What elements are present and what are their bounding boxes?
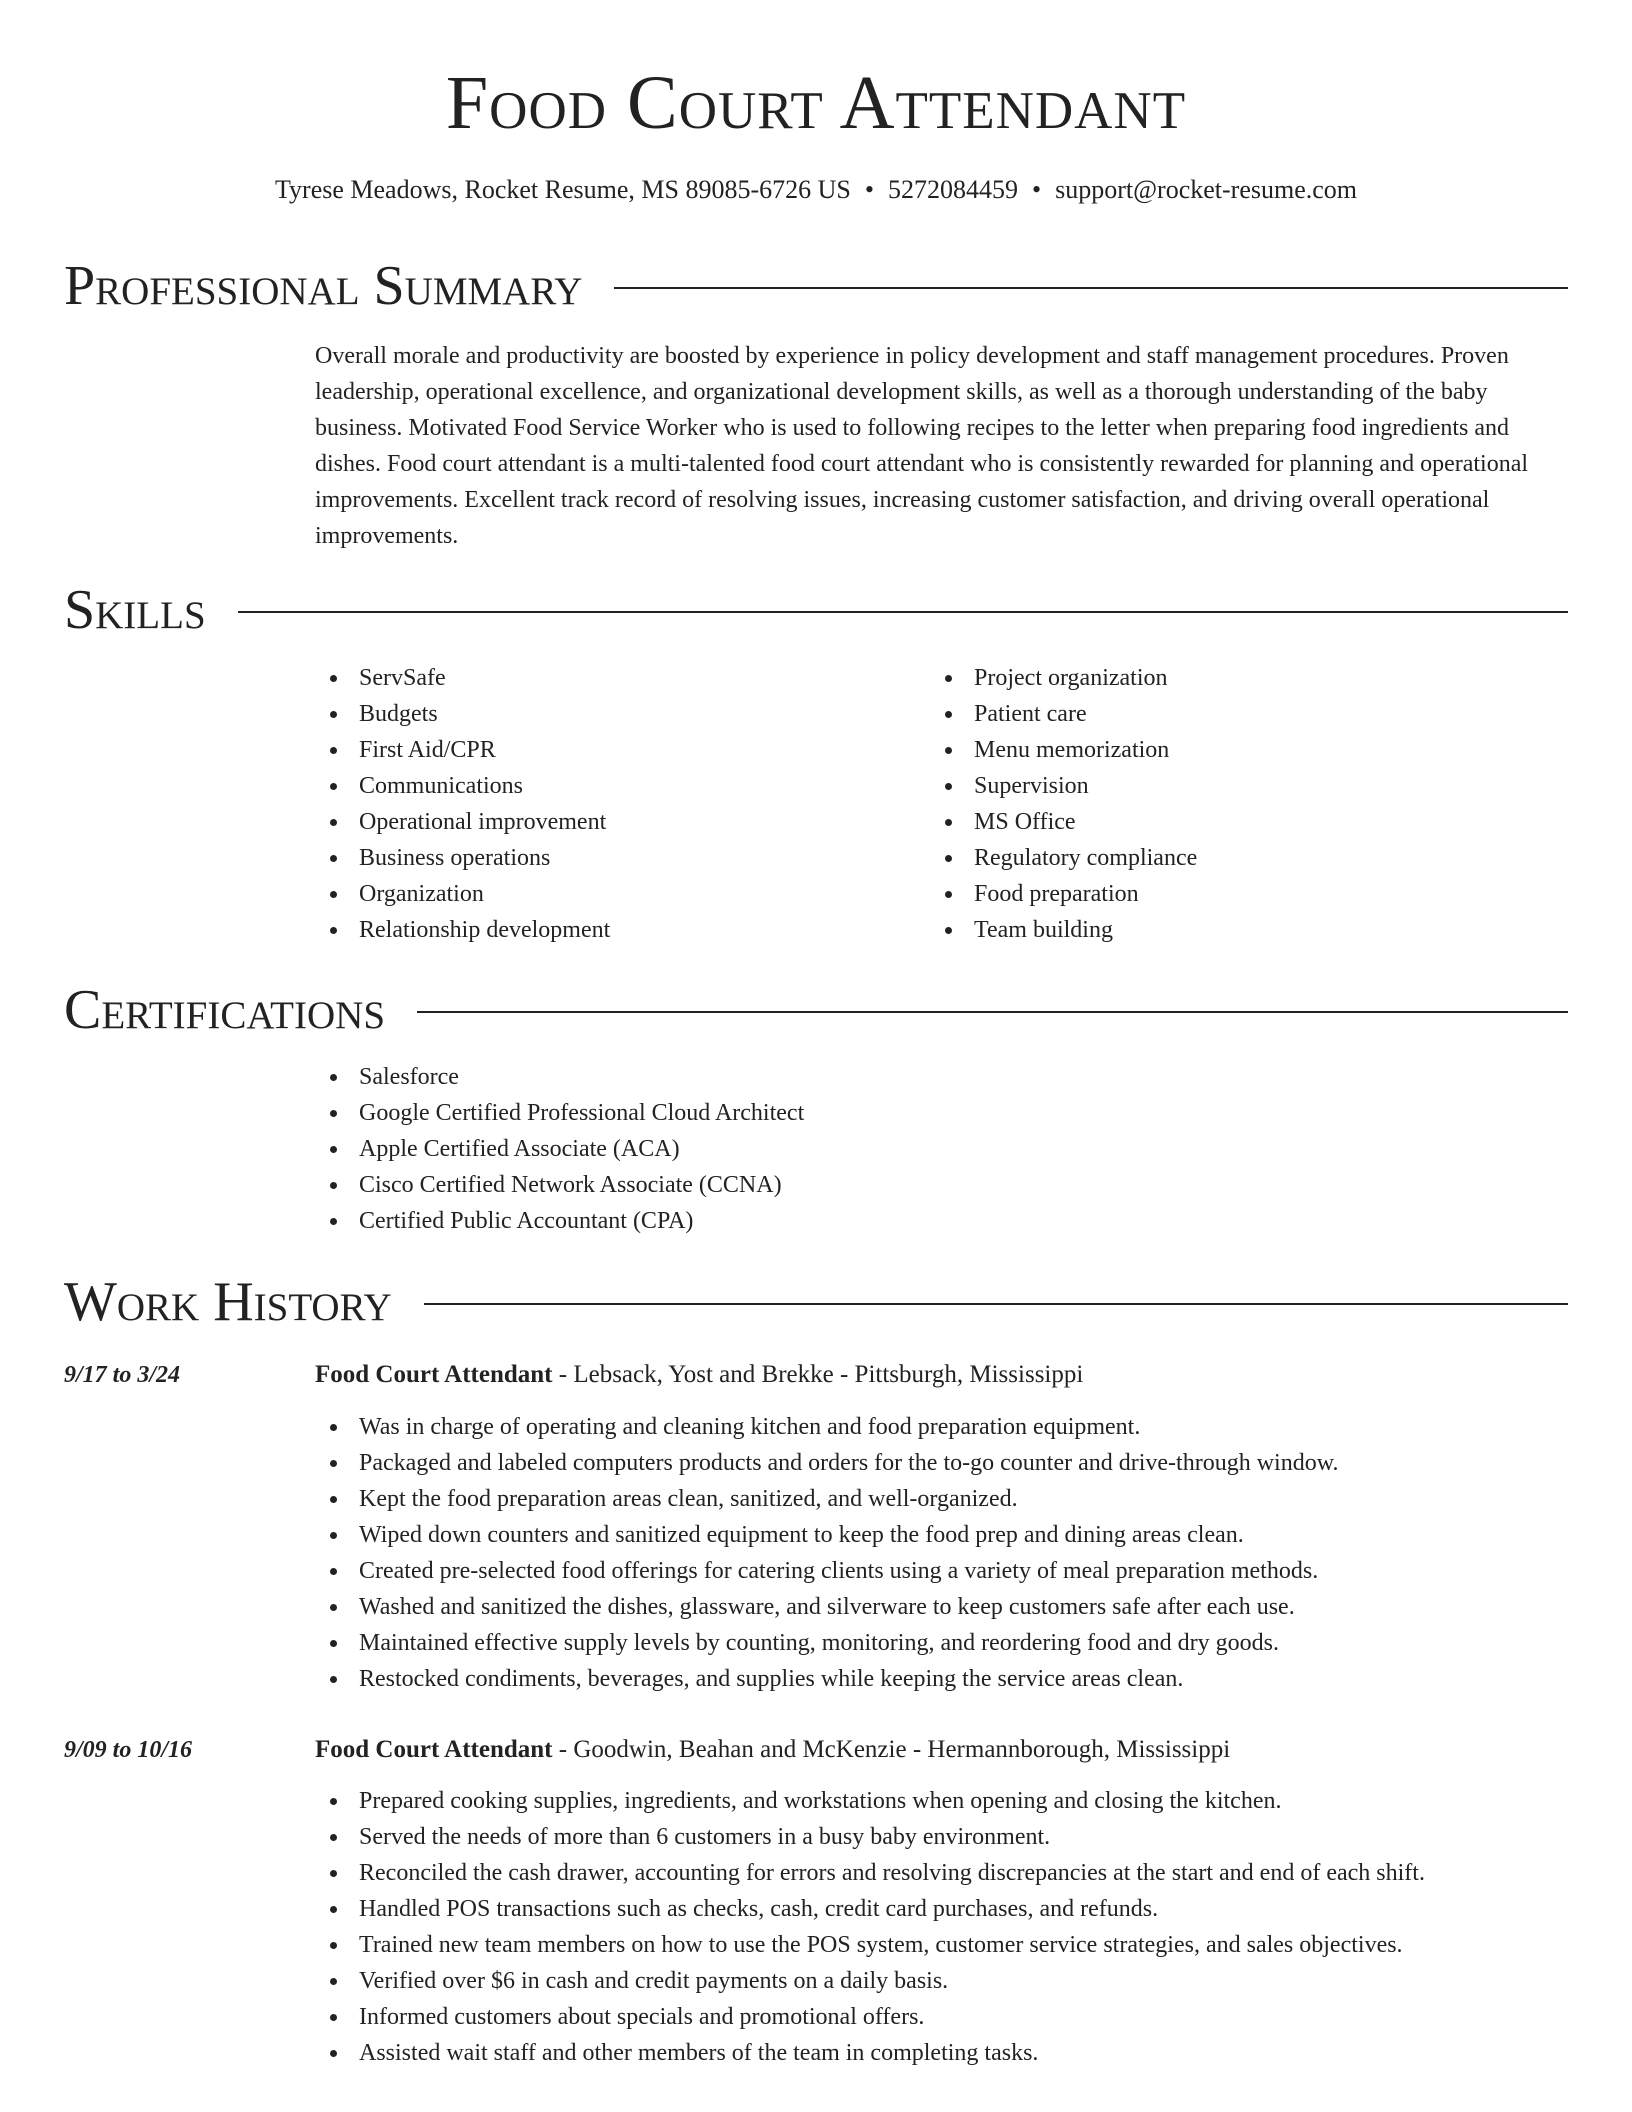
job-bullet: Maintained effective supply levels by counting, monitoring, and reordering food and dry goods. (315, 1625, 1338, 1661)
summary-text: Overall morale and productivity are boosted by experience in policy development and staff management procedures. Proven leadership, operational excellence, and organizational development skills, as well as a thorough understanding of the baby business. Motivated Food Service Worker who is used to following recipes to the letter when preparing food ingredients and dishes. Food court attendant is a multi-talented food court attendant who is consistently rewarded for planning and operational improvements. Excellent track record of resolving issues, increasing customer satisfaction, and driving overall operational improvements. (315, 343, 1529, 549)
job-bullet: Served the needs of more than 6 customers in a busy baby environment. (315, 1819, 1425, 1855)
section-divider (417, 1011, 1568, 1013)
skill-item: Relationship development (315, 912, 610, 948)
certification-item: Google Certified Professional Cloud Architect (315, 1095, 804, 1131)
certification-item: Cisco Certified Network Associate (CCNA) (315, 1167, 804, 1203)
job-bullet: Trained new team members on how to use the POS system, customer service strategies, and sales objectives. (315, 1927, 1425, 1963)
skill-item: Menu memorization (930, 732, 1197, 768)
job-heading (315, 1732, 1230, 1768)
contact-phone: 5272084459 (887, 175, 1018, 204)
skills-list-left (315, 660, 610, 948)
certifications-list (315, 1059, 804, 1239)
certifications-heading: Certifications (64, 979, 386, 1041)
job-bullet: Washed and sanitized the dishes, glassware, and silverware to keep customers safe after each use. (315, 1589, 1338, 1625)
job-bullet: Kept the food preparation areas clean, sanitized, and well-organized. (315, 1481, 1338, 1517)
certification-item: Salesforce (315, 1059, 804, 1095)
job-details: - Lebsack, Yost and Brekke - Pittsburgh, Mississippi (552, 1361, 1084, 1388)
resume-name-title: Food Court Attendant (445, 61, 1187, 145)
certification-item: Certified Public Accountant (CPA) (315, 1203, 804, 1239)
job-bullet: Assisted wait staff and other members of the team in completing tasks. (315, 2035, 1425, 2071)
job-bullet: Restocked condiments, beverages, and supplies while keeping the service areas clean. (315, 1661, 1338, 1697)
contact-separator: • (864, 175, 874, 204)
job-bullet: Wiped down counters and sanitized equipment to keep the food prep and dining areas clean. (315, 1517, 1338, 1553)
skill-item: Food preparation (930, 876, 1197, 912)
contact-address: Tyrese Meadows, Rocket Resume, MS 89085-6726 US (274, 175, 851, 204)
skill-item: Project organization (930, 660, 1197, 696)
job-bullets (315, 1409, 1338, 1697)
job-bullet: Prepared cooking supplies, ingredients, and workstations when opening and closing the kitchen. (315, 1783, 1425, 1819)
contact-separator: • (1031, 175, 1042, 204)
skill-item: Operational improvement (315, 804, 610, 840)
skills-heading: Skills (64, 579, 206, 641)
section-divider (424, 1303, 1568, 1305)
skill-item: First Aid/CPR (315, 732, 610, 768)
section-divider (238, 611, 1568, 613)
contact-email: support@rocket-resume.com (1055, 175, 1358, 204)
job-bullet: Handled POS transactions such as checks, cash, credit card purchases, and refunds. (315, 1891, 1425, 1927)
job-heading (315, 1357, 1083, 1393)
skill-item: Communications (315, 768, 610, 804)
job-bullets (315, 1783, 1425, 2071)
job-title: Food Court Attendant (315, 1361, 553, 1388)
job-bullet: Reconciled the cash drawer, accounting for errors and resolving discrepancies at the start and end of each shift. (315, 1855, 1425, 1891)
job-bullet: Verified over $6 in cash and credit payments on a daily basis. (315, 1963, 1425, 1999)
job-dates: 9/17 to 3/24 (64, 1362, 181, 1388)
skills-list-right (930, 660, 1197, 948)
skill-item: Organization (315, 876, 610, 912)
certifications-section-header (64, 978, 1568, 1042)
skill-item: Patient care (930, 696, 1197, 732)
summary-heading: Professional Summary (64, 255, 583, 317)
section-divider (614, 287, 1568, 289)
skill-item: Supervision (930, 768, 1197, 804)
job-details: - Goodwin, Beahan and McKenzie - Hermannborough, Mississippi (552, 1736, 1231, 1763)
skill-item: MS Office (930, 804, 1197, 840)
skill-item: ServSafe (315, 660, 610, 696)
skill-item: Business operations (315, 840, 610, 876)
summary-section-header (64, 254, 1568, 318)
job-bullet: Was in charge of operating and cleaning kitchen and food preparation equipment. (315, 1409, 1338, 1445)
job-bullet: Packaged and labeled computers products and orders for the to-go counter and drive-through window. (315, 1445, 1338, 1481)
job-bullet: Created pre-selected food offerings for catering clients using a variety of meal preparation methods. (315, 1553, 1338, 1589)
job-bullet: Informed customers about specials and promotional offers. (315, 1999, 1425, 2035)
skills-section-header (64, 578, 1568, 642)
job-dates: 9/09 to 10/16 (64, 1737, 193, 1763)
work-heading: Work History (64, 1271, 392, 1333)
skill-item: Budgets (315, 696, 610, 732)
skill-item: Regulatory compliance (930, 840, 1197, 876)
work-section-header (64, 1270, 1568, 1334)
certification-item: Apple Certified Associate (ACA) (315, 1131, 804, 1167)
job-title: Food Court Attendant (315, 1736, 553, 1763)
skill-item: Team building (930, 912, 1197, 948)
contact-line (0, 172, 1632, 208)
